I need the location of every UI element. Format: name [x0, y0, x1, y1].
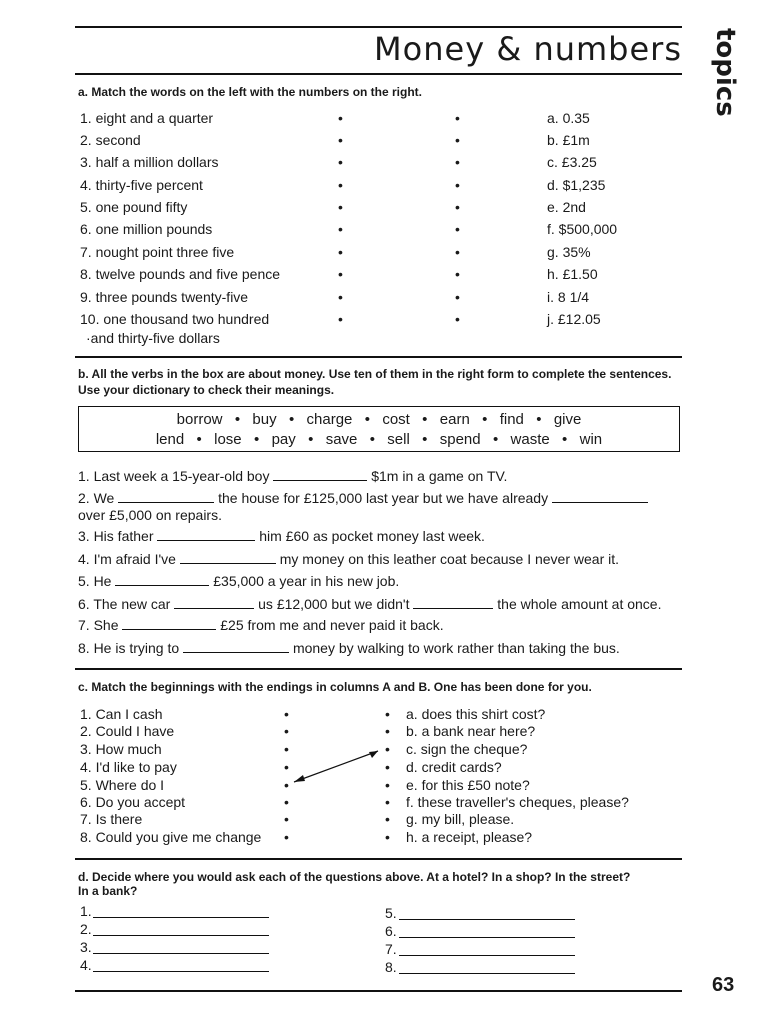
match-dot-left[interactable]: •	[338, 110, 343, 126]
verb-word: borrow	[176, 411, 223, 428]
answer-number: 7.	[385, 941, 397, 957]
match-dot-left[interactable]: •	[338, 266, 343, 282]
ending-item: e. for this £50 note?	[406, 777, 530, 793]
blank-3[interactable]	[157, 526, 255, 541]
beginning-item: 6. Do you accept	[80, 794, 186, 810]
section-a-word-continuation: ·and thirty-five dollars	[86, 330, 220, 346]
match-number: c. £3.25	[547, 154, 597, 170]
answer-number: 2.	[80, 921, 92, 937]
column-b-dot[interactable]: •	[385, 741, 390, 757]
verb-separator: •	[352, 411, 383, 428]
column-b-dot[interactable]: •	[385, 723, 390, 739]
column-b-dot[interactable]: •	[385, 706, 390, 722]
match-dot-right[interactable]: •	[455, 132, 460, 148]
answer-line[interactable]	[93, 917, 269, 918]
verb-word: earn	[439, 411, 470, 428]
answer-line[interactable]	[93, 971, 269, 972]
sentence-2-continued: over £5,000 on repairs.	[78, 507, 222, 523]
match-number: i. 8 1/4	[547, 289, 590, 305]
section-b-rule	[75, 668, 682, 670]
verb-separator: •	[184, 431, 215, 448]
match-dot-left[interactable]: •	[338, 221, 343, 237]
ending-item: f. these traveller's cheques, please?	[406, 794, 629, 810]
ending-item: g. my bill, please.	[406, 811, 515, 827]
sentence-1: 1. Last week a 15-year-old boy $1m in a game on TV.	[78, 468, 508, 484]
ending-item: c. sign the cheque?	[406, 741, 528, 757]
sentence-6: 6. The new car us £12,000 but we didn't the whole amount at once.	[78, 596, 662, 612]
match-word: 3. half a million dollars	[80, 154, 219, 170]
column-b-dot[interactable]: •	[385, 777, 390, 793]
match-word: 4. thirty-five percent	[80, 177, 203, 193]
match-number: a. 0.35	[547, 110, 590, 126]
match-dot-left[interactable]: •	[338, 199, 343, 215]
ending-item: b. a bank near here?	[406, 723, 536, 739]
answer-line[interactable]	[399, 955, 575, 956]
ending-item: a. does this shirt cost?	[406, 706, 546, 722]
match-number: b. £1m	[547, 132, 590, 148]
section-a-rule	[75, 356, 682, 358]
match-dot-right[interactable]: •	[455, 154, 460, 170]
blank-8[interactable]	[183, 638, 289, 653]
sentence-5: 5. He £35,000 a year in his new job.	[78, 573, 400, 589]
blank-4[interactable]	[180, 549, 276, 564]
blank-2a[interactable]	[118, 488, 214, 503]
verb-separator: •	[295, 431, 326, 448]
answer-number: 6.	[385, 923, 397, 939]
answer-number: 5.	[385, 905, 397, 921]
blank-7[interactable]	[122, 615, 216, 630]
beginning-item: 3. How much	[80, 741, 162, 757]
answer-line[interactable]	[399, 937, 575, 938]
verb-word: sell	[387, 431, 410, 448]
match-word: 8. twelve pounds and five pence	[80, 266, 281, 282]
match-dot-left[interactable]: •	[338, 154, 343, 170]
section-c-rule	[75, 858, 682, 860]
match-dot-left[interactable]: •	[338, 244, 343, 260]
match-number: d. $1,235	[547, 177, 606, 193]
match-word: 6. one million pounds	[80, 221, 213, 237]
sentence-8: 8. He is trying to money by walking to work rather than taking the bus.	[78, 640, 620, 656]
verb-word: buy	[252, 411, 277, 428]
answer-number: 4.	[80, 957, 92, 973]
verb-word: waste	[510, 431, 550, 448]
top-rule	[75, 26, 682, 28]
match-dot-right[interactable]: •	[455, 221, 460, 237]
verb-word: save	[325, 431, 358, 448]
column-b-dot[interactable]: •	[385, 759, 390, 775]
answer-number: 8.	[385, 959, 397, 975]
verb-separator: •	[241, 431, 272, 448]
answer-line[interactable]	[399, 973, 575, 974]
match-number: e. 2nd	[547, 199, 586, 215]
beginning-item: 1. Can I cash	[80, 706, 163, 722]
column-a-dot[interactable]: •	[284, 759, 289, 775]
match-number: j. £12.05	[547, 311, 601, 327]
column-a-dot[interactable]: •	[284, 829, 289, 845]
match-dot-right[interactable]: •	[455, 110, 460, 126]
match-dot-left[interactable]: •	[338, 177, 343, 193]
sentence-7: 7. She £25 from me and never paid it back.	[78, 617, 444, 633]
bottom-rule	[75, 990, 682, 992]
match-dot-left[interactable]: •	[338, 132, 343, 148]
verb-separator: •	[276, 411, 307, 428]
verb-separator: •	[480, 431, 511, 448]
verb-box-row-2	[79, 431, 679, 448]
match-number: h. £1.50	[547, 266, 598, 282]
match-word: 9. three pounds twenty-five	[80, 289, 249, 305]
example-match-arrow	[280, 740, 400, 790]
answer-line[interactable]	[399, 919, 575, 920]
verb-word: win	[579, 431, 603, 448]
blank-5[interactable]	[115, 571, 209, 586]
beginning-item: 2. Could I have	[80, 723, 175, 739]
match-dot-right[interactable]: •	[455, 311, 460, 327]
match-word: 1. eight and a quarter	[80, 110, 214, 126]
verb-word: spend	[439, 431, 481, 448]
column-b-dot[interactable]: •	[385, 794, 390, 810]
page-number: 63	[712, 974, 735, 996]
verb-word: give	[553, 411, 582, 428]
match-dot-right[interactable]: •	[455, 177, 460, 193]
ending-item: h. a receipt, please?	[406, 829, 533, 845]
verb-word: lose	[214, 431, 242, 448]
match-dot-right[interactable]: •	[455, 289, 460, 305]
beginning-item: 5. Where do I	[80, 777, 165, 793]
section-d-instruction-line-1: d. Decide where you would ask each of the questions above. At a hotel? In a shop? In the street?	[78, 870, 631, 884]
match-dot-left[interactable]: •	[338, 311, 343, 327]
beginning-item: 7. Is there	[80, 811, 143, 827]
column-b-dot[interactable]: •	[385, 829, 390, 845]
verb-separator: •	[549, 431, 580, 448]
section-d-instruction-line-2: In a bank?	[78, 884, 138, 898]
blank-6a[interactable]	[174, 594, 254, 609]
match-number: f. $500,000	[547, 221, 618, 237]
blank-6b[interactable]	[413, 594, 493, 609]
section-b-instruction: b. All the verbs in the box are about money. Use ten of them in the right form to complete the sentences. Use your dictionary to check their meanings.	[78, 367, 672, 397]
ending-item: d. credit cards?	[406, 759, 502, 775]
side-label: topics	[710, 28, 740, 117]
column-a-dot[interactable]: •	[284, 741, 289, 757]
section-a-instruction: a. Match the words on the left with the numbers on the right.	[78, 85, 423, 99]
column-a-dot[interactable]: •	[284, 794, 289, 810]
verb-word: pay	[271, 431, 296, 448]
sentence-3: 3. His father him £60 as pocket money last week.	[78, 528, 485, 544]
verb-box	[78, 406, 680, 452]
match-dot-right[interactable]: •	[455, 199, 460, 215]
blank-1[interactable]	[273, 466, 367, 481]
column-a-dot[interactable]: •	[284, 811, 289, 827]
verb-separator: •	[523, 411, 554, 428]
sentence-2: 2. We the house for £125,000 last year but we have already	[78, 488, 648, 506]
title-rule	[75, 73, 682, 75]
column-b-dot[interactable]: •	[385, 811, 390, 827]
verb-separator: •	[409, 431, 440, 448]
verb-word: lend	[155, 431, 185, 448]
column-a-dot[interactable]: •	[284, 723, 289, 739]
match-word: 2. second	[80, 132, 141, 148]
match-dot-right[interactable]: •	[455, 266, 460, 282]
column-a-dot[interactable]: •	[284, 777, 289, 793]
verb-word: find	[499, 411, 524, 428]
match-number: g. 35%	[547, 244, 591, 260]
section-c-instruction: c. Match the beginnings with the endings in columns A and B. One has been done for you.	[78, 680, 592, 694]
verb-separator: •	[469, 411, 500, 428]
answer-number: 3.	[80, 939, 92, 955]
answer-line[interactable]	[93, 935, 269, 936]
verb-word: cost	[382, 411, 410, 428]
answer-line[interactable]	[93, 953, 269, 954]
beginning-item: 8. Could you give me change	[80, 829, 262, 845]
match-word: 7. nought point three five	[80, 244, 235, 260]
match-word: 10. one thousand two hundred	[80, 311, 270, 327]
answer-number: 1.	[80, 903, 92, 919]
blank-2b[interactable]	[552, 488, 648, 503]
verb-separator: •	[222, 411, 253, 428]
match-dot-right[interactable]: •	[455, 244, 460, 260]
verb-box-row-1	[79, 411, 679, 428]
beginning-item: 4. I'd like to pay	[80, 759, 177, 775]
match-dot-left[interactable]: •	[338, 289, 343, 305]
verb-separator: •	[409, 411, 440, 428]
sentence-4: 4. I'm afraid I've my money on this leather coat because I never wear it.	[78, 551, 620, 567]
verb-separator: •	[357, 431, 388, 448]
page-title: Money & numbers	[374, 30, 682, 68]
column-a-dot[interactable]: •	[284, 706, 289, 722]
match-word: 5. one pound fifty	[80, 199, 188, 215]
verb-word: charge	[306, 411, 353, 428]
